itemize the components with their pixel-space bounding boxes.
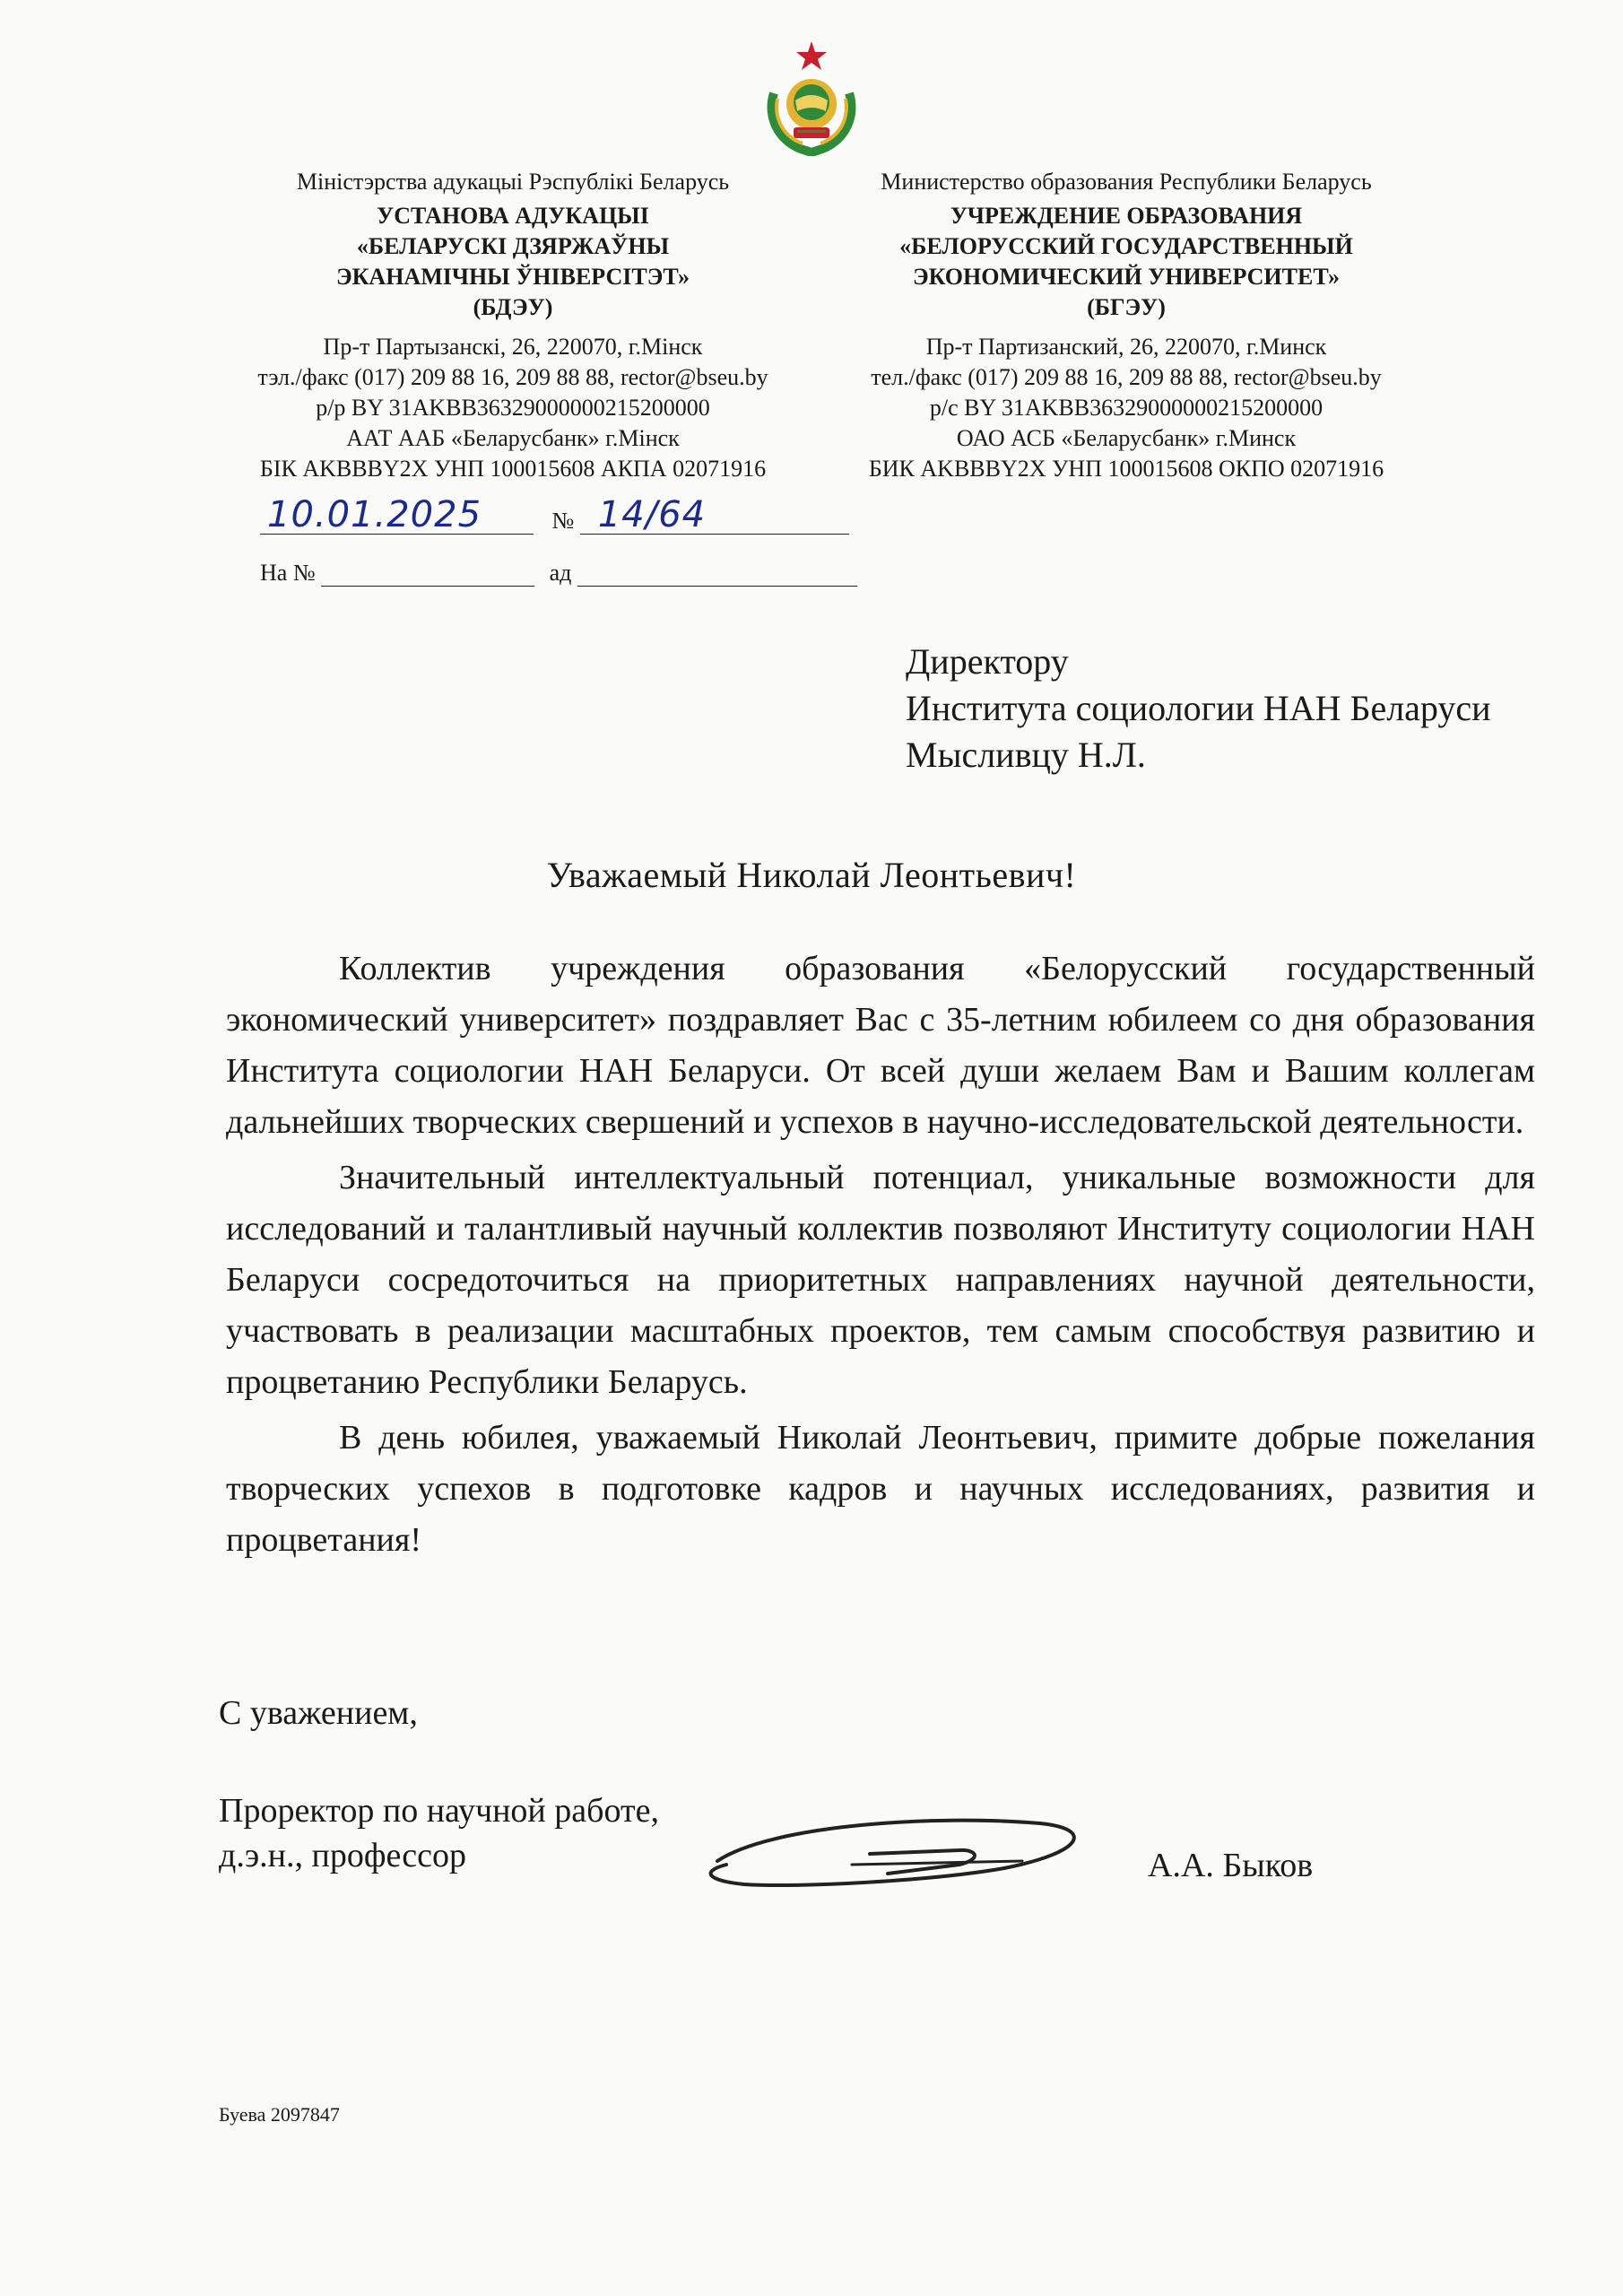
paragraph: В день юбилея, уважаемый Николай Леонтьевич, примите добрые пожелания творческих успехов в подготовке кадров и научных исследованиях, развития и процветания! xyxy=(226,1419,1535,1559)
address-ru: Пр-т Партизанский, 26, 220070, г.Минск xyxy=(925,334,1327,360)
registration-reference xyxy=(260,560,857,587)
org-abbr-ru: (БГЭУ) xyxy=(1087,294,1166,320)
phone-ru: тел./факс (017) 209 88 16, 209 88 88, rector@bseu.by xyxy=(871,364,1382,390)
ministry-name-by: Міністэрства адукацыі Рэспублікі Беларусь xyxy=(296,169,730,195)
org-name-ru-line1: УЧРЕЖДЕНИЕ ОБРАЗОВАНИЯ xyxy=(950,203,1303,229)
handwritten-number: 14/64 xyxy=(597,494,707,535)
signer-title-line2: д.э.н., профессор xyxy=(219,1837,466,1874)
ref-number-field xyxy=(321,566,534,587)
org-name-ru-line2: «БЕЛОРУССКИЙ ГОСУДАРСТВЕННЫЙ xyxy=(899,233,1353,259)
ref-date-field xyxy=(577,566,857,587)
ref-from-label: ад xyxy=(549,560,572,586)
paragraph: Коллектив учреждения образования «Белорусский государственный экономический университет» поздравляет Вас с 35-летним юбилеем со дня образования Института социологии НАН Беларуси. От всей души желаем Вам и Вашим коллегам дальнейших творческих свершений и успехов в научно-исследовательской деятельности. xyxy=(226,950,1535,1141)
salutation: Уважаемый Николай Леонтьевич! xyxy=(546,855,1077,895)
codes-ru: БИК AKBBBY2X УНП 100015608 ОКПО 02071916 xyxy=(868,456,1384,482)
bank-ru: ОАО АСБ «Беларусбанк» г.Минск xyxy=(956,425,1297,451)
header-belarusian xyxy=(172,167,854,484)
ref-label: На № xyxy=(260,560,316,586)
signer-title xyxy=(219,1788,659,1878)
account-by: р/р BY 31AKBB36329000000215200000 xyxy=(316,395,710,421)
codes-by: БІК AKBBBY2X УНП 100015608 АКПА 02071916 xyxy=(259,456,767,482)
org-abbr-by: (БДЭУ) xyxy=(473,294,553,320)
org-name-by-line2: «БЕЛАРУСКІ ДЗЯРЖАЎНЫ xyxy=(356,233,670,259)
state-emblem-icon xyxy=(758,39,865,156)
closing: С уважением, xyxy=(219,1694,418,1732)
letter-body xyxy=(226,944,1535,1570)
registration-date-number xyxy=(260,494,849,535)
executor-note: Буева 2097847 xyxy=(219,2103,340,2126)
date-field xyxy=(260,494,534,535)
number-label: № xyxy=(551,508,575,534)
org-name-by-line3: ЭКАНАМІЧНЫ ЎНІВЕРСІТЭТ» xyxy=(335,264,690,290)
handwritten-signature xyxy=(664,1798,1130,1906)
signer-title-line1: Проректор по научной работе, xyxy=(219,1792,659,1830)
org-name-by-line1: УСТАНОВА АДУКАЦЫІ xyxy=(377,203,649,229)
ministry-name-ru: Министерство образования Республики Беларусь xyxy=(881,169,1372,195)
number-field xyxy=(580,494,849,535)
signer-name: А.А. Быков xyxy=(1148,1847,1314,1884)
addressee-name: Мысливцу Н.Л. xyxy=(906,735,1146,775)
account-ru: р/с BY 31AKBB36329000000215200000 xyxy=(929,395,1324,421)
header-russian xyxy=(785,167,1467,484)
address-by: Пр-т Партызанскі, 26, 220070, г.Мінск xyxy=(323,334,703,360)
addressee-position: Директору xyxy=(906,641,1069,682)
addressee-organization: Института социологии НАН Беларуси xyxy=(906,688,1491,728)
phone-by: тэл./факс (017) 209 88 16, 209 88 88, rector@bseu.by xyxy=(257,364,768,390)
paragraph: Значительный интеллектуальный потенциал, уникальные возможности для исследований и талантливый научный коллектив позволяют Институту социологии НАН Беларуси сосредоточиться на приоритетных направлениях научной деятельности, участвовать в реализации масштабных проектов, тем самым способствуя развитию и процветанию Республики Беларусь. xyxy=(226,1159,1535,1401)
bleed-through xyxy=(269,619,275,646)
handwritten-date: 10.01.2025 xyxy=(267,494,482,535)
addressee xyxy=(906,639,1491,778)
bank-by: ААТ ААБ «Беларусбанк» г.Мінск xyxy=(346,425,680,451)
org-name-ru-line3: ЭКОНОМИЧЕСКИЙ УНИВЕРСИТЕТ» xyxy=(912,264,1341,290)
